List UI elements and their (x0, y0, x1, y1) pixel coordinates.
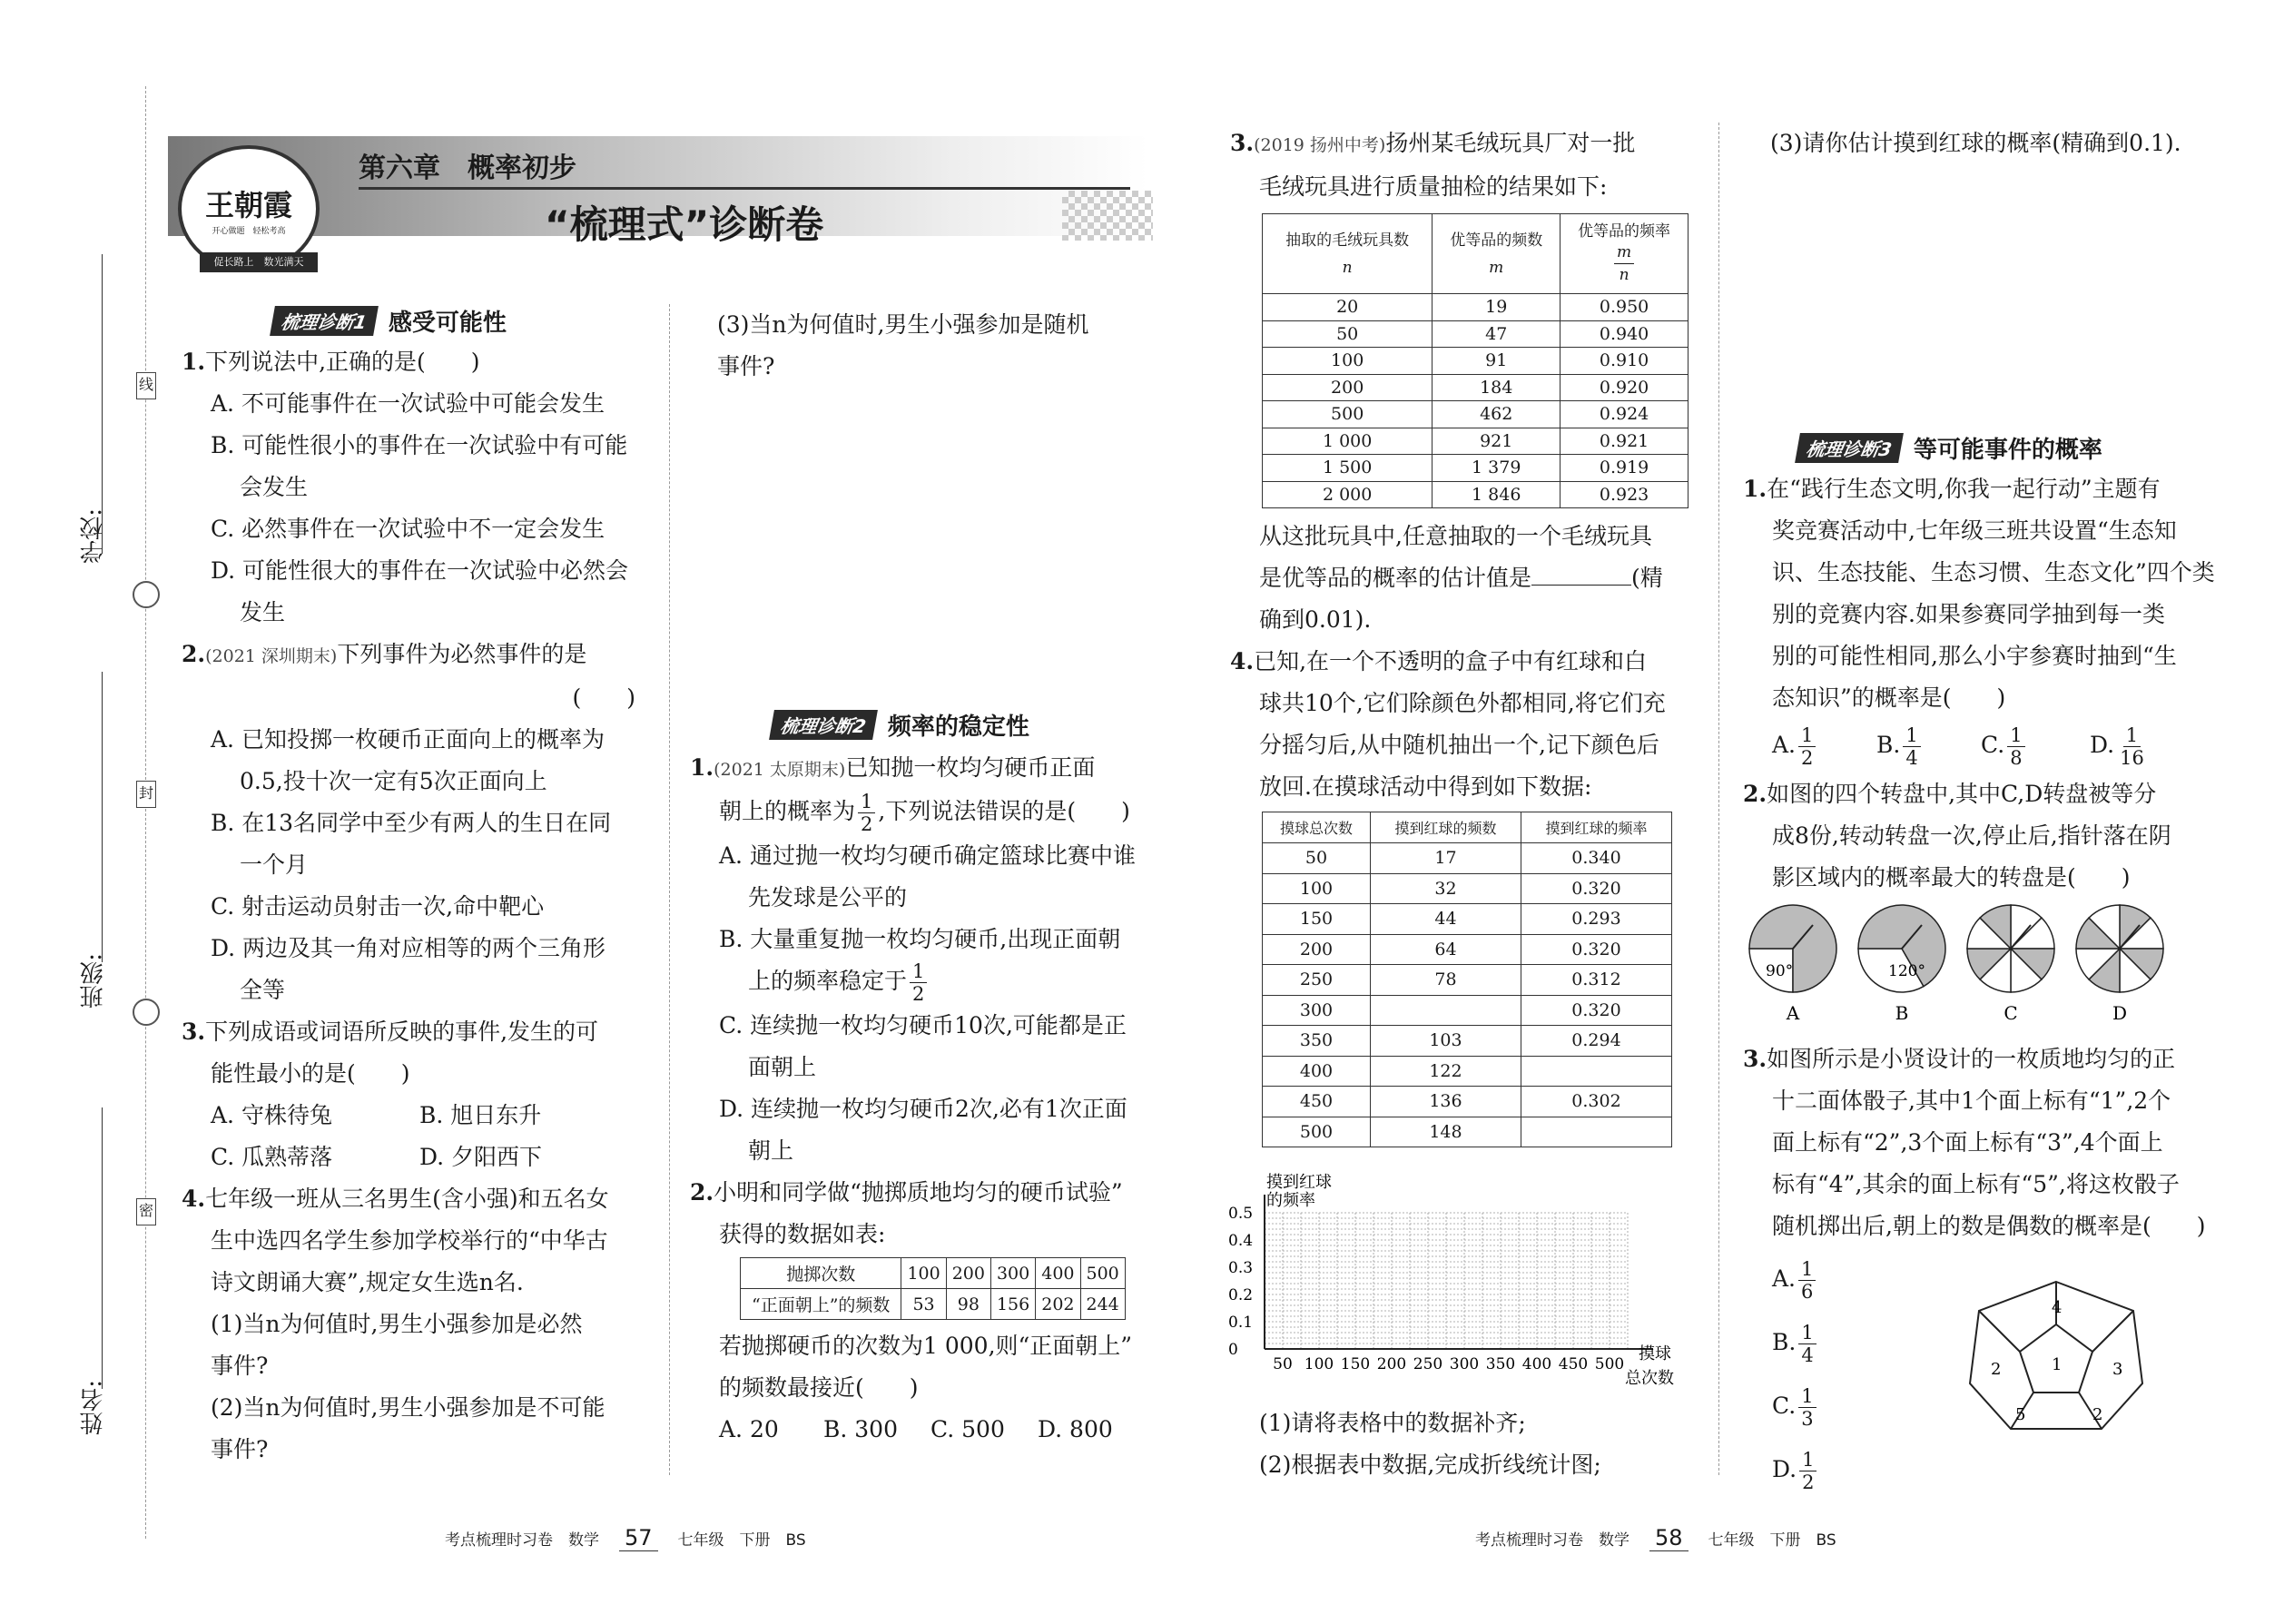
table-cell: 32 (1370, 873, 1521, 904)
spinner-label: A (1786, 1002, 1800, 1024)
table-cell: 300 (1263, 995, 1371, 1026)
column-divider (669, 304, 670, 1475)
table-cell: 1 500 (1263, 455, 1433, 482)
y-axis-label: 的频率 (1266, 1191, 1315, 1210)
table-cell: 462 (1433, 401, 1561, 428)
logo-band: 促长路上 数光满天 (200, 252, 318, 272)
footer-right: 考点梳理时习卷 数学 58 七年级 下册 BS (1475, 1525, 1836, 1550)
sub-question-cont: 事件? (211, 1436, 269, 1462)
options-col: A. $\frac{1}{6}$ B. $\frac{1}{4}$ C. $\frac{1}{3}$ D. $\frac{1}{2}$ (1743, 1247, 1819, 1501)
table-cell: 0.293 (1521, 904, 1671, 935)
angle-label: 120° (1888, 962, 1925, 980)
column-4-lower (1743, 431, 2215, 1493)
face-label: 2 (1991, 1360, 2002, 1379)
answer-paren: ( ) (572, 684, 635, 711)
table-row (1263, 843, 1672, 874)
option-cont: 全等 (240, 977, 286, 1003)
s2-question-2: 2.小明和同学做“抛掷质地均匀的硬币试验” (690, 1179, 1123, 1206)
question-cont: 球共10个,它们除颜色外都相同,将它们充 (1259, 690, 1666, 716)
options-row: A. 20 B. 300 C. 500 D. 800 (719, 1416, 1113, 1442)
class-line (102, 672, 103, 962)
option-cont: 一个月 (240, 851, 309, 878)
x-axis-label: 总次数 (1625, 1369, 1674, 1388)
table-cell: 0.920 (1561, 374, 1689, 401)
table-cell: 0.910 (1561, 348, 1689, 375)
table-row (1263, 965, 1672, 996)
question-cont: 能性最小的是( ) (211, 1060, 410, 1087)
table-cell: 0.320 (1521, 934, 1671, 965)
sub-question: (2)当n为何值时,男生小强参加是不可能 (211, 1394, 605, 1421)
option-cont: 会发生 (240, 474, 309, 500)
binding-hole-icon (133, 999, 160, 1026)
y-tick-label: 0.5 (1228, 1205, 1254, 1223)
question-cont: 面上标有“2”,3个面上标有“3”,4个面上 (1772, 1129, 2163, 1156)
logo-text: 王朝霞 (204, 187, 292, 222)
page-number: 58 (1649, 1525, 1689, 1551)
table-cell: 1 000 (1263, 428, 1433, 455)
table-cell: 0.921 (1561, 428, 1689, 455)
spinner-label: D (2112, 1002, 2128, 1024)
table-cell: 0.950 (1561, 294, 1689, 321)
option-cont: 朝上 (748, 1137, 794, 1164)
face-label: 1 (2052, 1355, 2063, 1374)
q3-options-area (1743, 1247, 2215, 1493)
table-cell: 100 (1263, 873, 1371, 904)
table-cell: 19 (1433, 294, 1561, 321)
table-row (1263, 934, 1672, 965)
table-cell: 17 (1370, 843, 1521, 874)
face-label: 4 (2052, 1298, 2063, 1317)
table-cell[interactable] (1521, 1056, 1671, 1087)
option: A. 通过抛一枚均匀硬币确定篮球比赛中谁 (719, 842, 1136, 869)
checker-decoration (1062, 191, 1153, 241)
table-row (1263, 374, 1689, 401)
section-tag: 梳理诊断1 (270, 306, 379, 336)
face-label: 5 (2015, 1405, 2026, 1424)
x-tick-label: 200 (1376, 1355, 1407, 1373)
seal-mark-xian: 线 (136, 372, 156, 399)
table-cell: 100 (1263, 348, 1433, 375)
table-cell: 136 (1370, 1087, 1521, 1117)
option: C. 必然事件在一次试验中不一定会发生 (211, 516, 605, 542)
table-cell: 0.340 (1521, 843, 1671, 874)
column-1 (182, 304, 654, 1471)
table-cell: 78 (1370, 965, 1521, 996)
question-cont: 影区域内的概率最大的转盘是( ) (1772, 864, 2131, 891)
s3-question-2: 2.如图的四个转盘中,其中C,D转盘被等分 (1743, 781, 2157, 807)
option: B. 可能性很小的事件在一次试验中有可能 (211, 432, 628, 458)
table-row (1263, 348, 1689, 375)
sub-question: (2)根据表中数据,完成折线统计图; (1259, 1452, 1601, 1478)
x-tick-label: 250 (1413, 1355, 1443, 1373)
y-tick-label: 0 (1228, 1341, 1238, 1359)
s2-question-1: 1.(2021 太原期末)已知抛一枚均匀硬币正面 (690, 754, 1096, 781)
y-tick-label: 0.1 (1228, 1314, 1254, 1332)
table-row (1263, 294, 1689, 321)
table-cell: 44 (1370, 904, 1521, 935)
options-row: A. 守株待兔 B. 旭日东升 (211, 1102, 542, 1128)
column-4 (1743, 123, 2215, 164)
table-cell: 350 (1263, 1026, 1371, 1057)
x-tick-label: 400 (1521, 1355, 1552, 1373)
paper-title: “梳理式”诊断卷 (545, 202, 824, 247)
question-cont: 随机掷出后,朝上的数是偶数的概率是( ) (1772, 1213, 2206, 1239)
question-3: 3.下列成语或词语所反映的事件,发生的可 (182, 1019, 599, 1045)
ball-table: 摸球总次数 摸到红球的频数 摸到红球的频率 50 17 0.340 100 32 0.320 150 44 0.293 200 64 0.320 250 78 0.312 300 0.320 350 103 0.294 400 122 450 136 0.302 500 148 (1262, 812, 1672, 1147)
s3-question-3: 3.如图所示是小贤设计的一枚质地均匀的正 (1743, 1046, 2176, 1072)
table-row (1263, 995, 1672, 1026)
table-cell: 500 (1263, 1117, 1371, 1147)
table-cell: 500 (1263, 401, 1433, 428)
s2q4-parts (1230, 1403, 1702, 1486)
x-tick-label: 150 (1340, 1355, 1371, 1373)
question-cont: 成8份,转动转盘一次,停止后,指针落在阴 (1772, 822, 2171, 849)
question-cont: 别的可能性相同,那么小宇参赛时抽到“生 (1772, 643, 2177, 669)
binding-hole-icon (133, 581, 160, 608)
table-row (1263, 320, 1689, 348)
question-cont: 奖竞赛活动中,七年级三班共设置“生态知 (1772, 517, 2177, 544)
table-cell: 0.940 (1561, 320, 1689, 348)
table-cell: 47 (1433, 320, 1561, 348)
option: B. 大量重复抛一枚均匀硬币,出现正面朝 (719, 926, 1121, 952)
question-cont: 分摇匀后,从中随机抽出一个,记下颜色后 (1259, 732, 1659, 758)
seal-mark-mi: 密 (136, 1198, 156, 1225)
face-label: 2 (2092, 1405, 2103, 1424)
table-cell: 184 (1433, 374, 1561, 401)
y-axis-label: 摸到红球 (1266, 1173, 1332, 1192)
y-tick-label: 0.2 (1228, 1286, 1254, 1304)
question-cont: 诗文朗诵大赛”,规定女生选n名. (211, 1269, 524, 1295)
answer-blank[interactable] (1531, 566, 1631, 586)
spinner-label: C (2004, 1002, 2018, 1024)
footer-left: 考点梳理时习卷 数学 57 七年级 下册 BS (445, 1525, 806, 1550)
x-tick-label: 500 (1594, 1355, 1625, 1373)
frequency-chart (1221, 1171, 1693, 1407)
option-cont: 0.5,投十次一定有5次正面向上 (240, 768, 547, 794)
question-cont: 确到0.01). (1259, 606, 1372, 633)
s3-question-1: 1.在“践行生态文明,你我一起行动”主题有 (1743, 476, 2161, 502)
coin-table: 抛掷次数 100 200 300 400 500 “正面朝上”的频数 53 98 156 202 244 (740, 1257, 1126, 1320)
chapter-title: 第六章 概率初步 (359, 145, 1130, 190)
table-cell: 250 (1263, 965, 1371, 996)
section-2-header: 梳理诊断2 频率的稳定性 (772, 708, 1162, 742)
option: A. 已知投掷一枚硬币正面向上的概率为 (211, 726, 605, 753)
table-row (1263, 904, 1672, 935)
question-cont: 生中选四名学生参加学校举行的“中华古 (211, 1227, 608, 1254)
dodecahedron-figure (1965, 1275, 2147, 1438)
column-3 (1230, 123, 1702, 1147)
toy-table: 抽取的毛绒玩具数 n 优等品的频数 m 优等品的频率 $\frac{m}{n}$ 20 19 0.950 50 47 0.940 100 91 0.910 200 184 0.920 500 462 0.924 1 000 921 0.921 1 500 1 379 0.919 2 000 1 846 0.923 (1262, 213, 1689, 508)
table-cell: 0.919 (1561, 455, 1689, 482)
table-cell: 150 (1263, 904, 1371, 935)
table-cell: 20 (1263, 294, 1433, 321)
sub-question: (3)当n为何值时,男生小强参加是随机 (717, 311, 1089, 338)
table-cell: 0.923 (1561, 481, 1689, 508)
table-cell: 1 846 (1433, 481, 1561, 508)
table-cell: 200 (1263, 934, 1371, 965)
table-cell: 64 (1370, 934, 1521, 965)
section-3-header: 梳理诊断3 等可能事件的概率 (1797, 431, 2215, 465)
table-cell: 122 (1370, 1056, 1521, 1087)
section-1-header (272, 304, 654, 338)
table-row (1263, 1026, 1672, 1057)
question-cont: 的频数最接近( ) (719, 1374, 919, 1401)
spinners-figure (1743, 899, 2215, 1035)
x-tick-label: 100 (1304, 1355, 1334, 1373)
question-cont: 别的竞赛内容.如果参赛同学抽到每一类 (1772, 601, 2165, 627)
name-label: 姓名: (80, 1380, 107, 1435)
x-axis-label: 摸球 (1639, 1344, 1671, 1363)
table-cell: 103 (1370, 1026, 1521, 1057)
table-row (1263, 1056, 1672, 1087)
question-1: 1.下列说法中,正确的是( ) (182, 349, 480, 375)
table-row (1263, 428, 1689, 455)
spinner-label: B (1895, 1002, 1909, 1024)
options-row: C. 瓜熟蒂落 D. 夕阳西下 (211, 1144, 543, 1170)
question-cont: 毛绒玩具进行质量抽检的结果如下: (1259, 173, 1608, 200)
logo-subtext: 开心做题 轻松考高 (212, 226, 286, 236)
option: C. 射击运动员射击一次,命中靶心 (211, 893, 545, 920)
question-cont: 放回.在摸球活动中得到如下数据: (1259, 773, 1592, 800)
s2-question-3: 3.(2019 扬州中考)扬州某毛绒玩具厂对一批 (1230, 130, 1636, 156)
sub-question-cont: 事件? (211, 1353, 269, 1379)
option-cont: 面朝上 (748, 1054, 817, 1080)
s2-question-4: 4.已知,在一个不透明的盒子中有红球和白 (1230, 648, 1648, 674)
face-label: 3 (2112, 1360, 2123, 1379)
table-cell: 50 (1263, 843, 1371, 874)
table-cell: 91 (1433, 348, 1561, 375)
page-number: 57 (619, 1525, 658, 1551)
table-cell: 0.294 (1521, 1026, 1671, 1057)
option-cont: 发生 (240, 599, 286, 625)
question-cont: 识、生态技能、生态习惯、生态文化”四个类 (1772, 559, 2215, 586)
question-cont: 是优等品的概率的估计值是 (精 (1259, 565, 1663, 591)
section-title: 感受可能性 (388, 310, 507, 337)
question-cont: 获得的数据如表: (719, 1221, 886, 1247)
table-row (1263, 455, 1689, 482)
class-label: 班级: (80, 953, 107, 1009)
question-cont: 十二面体骰子,其中1个面上标有“1”,2个 (1772, 1088, 2171, 1114)
school-line (102, 254, 103, 554)
column-2-lower (690, 708, 1162, 1451)
table-row (1263, 1117, 1672, 1147)
table-row (1263, 401, 1689, 428)
table-cell: 0.320 (1521, 873, 1671, 904)
table-cell: 0.312 (1521, 965, 1671, 996)
column-divider (1718, 123, 1719, 1475)
angle-label: 90° (1766, 962, 1794, 980)
table-cell: 0.924 (1561, 401, 1689, 428)
option: C. 连续抛一枚均匀硬币10次,可能都是正 (719, 1012, 1127, 1038)
table-cell[interactable] (1521, 1117, 1671, 1147)
table-cell: 2 000 (1263, 481, 1433, 508)
table-cell[interactable] (1370, 995, 1521, 1026)
table-row (1263, 481, 1689, 508)
name-line (102, 1107, 103, 1389)
option: B. 在13名同学中至少有两人的生日在同 (211, 810, 612, 836)
option-cont: 上的频率稳定于 $\frac{1}{2}$ (690, 960, 1162, 1005)
x-tick-label: 450 (1558, 1355, 1589, 1373)
x-tick-label: 350 (1485, 1355, 1516, 1373)
binding-line (145, 86, 146, 1539)
table-cell: 0.320 (1521, 995, 1671, 1026)
school-label: 学校: (80, 508, 107, 564)
option: D. 两边及其一角对应相等的两个三角形 (211, 935, 606, 961)
table-cell: 400 (1263, 1056, 1371, 1087)
question-2: 2.(2021 深圳期末)下列事件为必然事件的是 (182, 641, 587, 667)
x-tick-label: 50 (1273, 1355, 1293, 1373)
table-cell: 200 (1263, 374, 1433, 401)
sub-question-cont: 事件? (717, 353, 775, 379)
x-tick-label: 300 (1449, 1355, 1480, 1373)
option: D. 可能性很大的事件在一次试验中必然会 (211, 557, 629, 584)
sub-question: (1)当n为何值时,男生小强参加是必然 (211, 1311, 583, 1337)
table-cell: 1 379 (1433, 455, 1561, 482)
sub-question: (3)请你估计摸到红球的概率(精确到0.1). (1770, 130, 2181, 156)
table-cell: 450 (1263, 1087, 1371, 1117)
option: D. 连续抛一枚均匀硬币2次,必有1次正面 (719, 1096, 1127, 1122)
option: A. 不可能事件在一次试验中可能会发生 (211, 390, 605, 417)
table-cell: 50 (1263, 320, 1433, 348)
seal-mark-feng: 封 (136, 781, 156, 808)
question-4: 4.七年级一班从三名男生(含小强)和五名女 (182, 1186, 609, 1212)
sub-question: (1)请将表格中的数据补齐; (1259, 1410, 1526, 1436)
question-cont: 朝上的概率为 $\frac{1}{2}$ ,下列说法错误的是( ) (719, 791, 1130, 835)
question-cont: 态知识”的概率是( ) (1772, 684, 2006, 711)
table-cell: 148 (1370, 1117, 1521, 1147)
option-cont: 先发球是公平的 (748, 884, 908, 910)
y-tick-label: 0.4 (1228, 1232, 1254, 1250)
table-row (1263, 1087, 1672, 1117)
options-row: A. $\frac{1}{2}$ B. $\frac{1}{4}$ C. $\frac{1}{8}$ D. $\frac{1}{16}$ (1772, 723, 2144, 769)
question-cont: 若抛掷硬币的次数为1 000,则“正面朝上” (719, 1333, 1133, 1359)
question-cont: 从这批玩具中,任意抽取的一个毛绒玩具 (1259, 523, 1652, 549)
question-cont: 标有“4”,其余的面上标有“5”,将这枚骰子 (1772, 1171, 2180, 1197)
y-tick-label: 0.3 (1228, 1259, 1254, 1277)
table-row (1263, 873, 1672, 904)
column-2 (690, 304, 1162, 388)
table-cell: 921 (1433, 428, 1561, 455)
table-cell: 0.302 (1521, 1087, 1671, 1117)
